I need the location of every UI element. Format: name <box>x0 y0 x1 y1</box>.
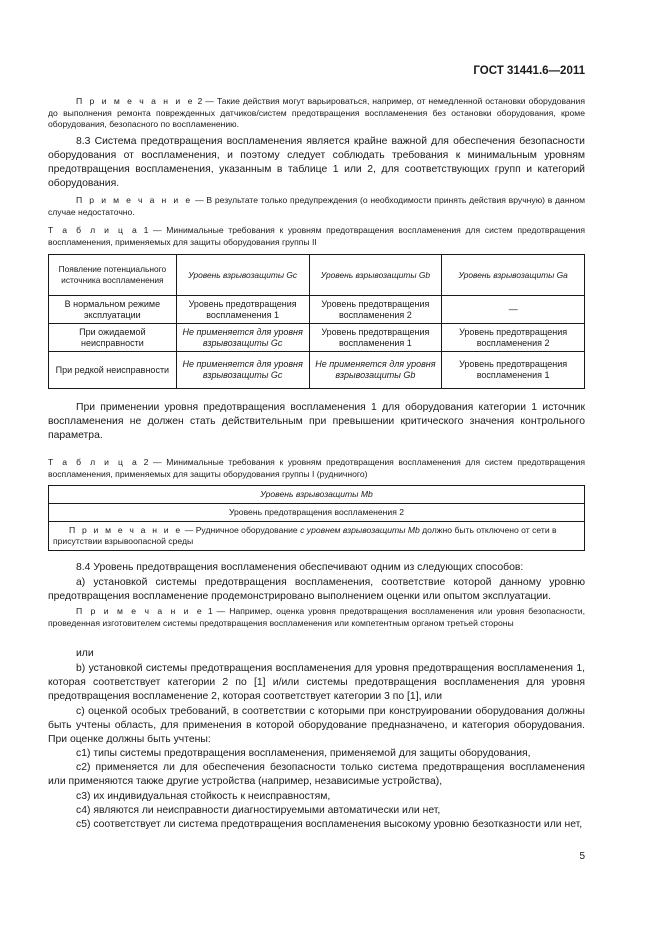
cell: В нормальном режиме эксплуатации <box>49 296 177 324</box>
note-label: П р и м е ч а н и е <box>76 195 193 205</box>
item-c2: с2) применяется ли для обеспечения безопасности только система предотвращения воспламенения или применяются также другие устройства (например, независимые устройства), <box>48 762 585 787</box>
header-cell: Уровень взрывозащиты Gc <box>176 255 309 296</box>
table-2-caption: Т а б л и ц а 2 — Минимальные требования к уровням предотвращения воспламенения для систем предотвращения воспламенения, применяемых для защиты оборудования группы I (рудничного) <box>48 457 585 479</box>
note-2 <box>48 96 585 131</box>
note-warning <box>48 195 585 218</box>
item-c4: с4) являются ли неисправности диагностируемыми автоматически или нет, <box>76 805 441 816</box>
cell: Не применяется для уровня взрывозащиты Gb <box>309 352 442 389</box>
table-row <box>49 522 585 551</box>
page-number: 5 <box>579 851 585 862</box>
cell: Не применяется для уровня взрывозащиты Gc <box>176 324 309 352</box>
cell: Уровень предотвращения воспламенения 1 <box>442 352 585 389</box>
cell: При ожидаемой неисправности <box>49 324 177 352</box>
cell: Уровень предотвращения воспламенения 1 <box>176 296 309 324</box>
cell: Уровень предотвращения воспламенения 2 <box>442 324 585 352</box>
table-header-row <box>49 255 585 296</box>
cell: Не применяется для уровня взрывозащиты Gc <box>176 352 309 389</box>
table-row <box>49 296 585 324</box>
cell: При редкой неисправности <box>49 352 177 389</box>
note-text: 2 — Такие действия могут варьироваться, например, от немедленной остановки оборудования до выполнения ремонта поврежденных датчиков/систем предотвращения воспламенения без остановки оборудования, кроме оборудования, безопасного по воспламенению. <box>48 96 585 129</box>
paragraph-8-4: 8.4 Уровень предотвращения воспламенения обеспечивают одним из следующих способов: <box>76 562 524 573</box>
paragraph-after-table-1: При применении уровня предотвращения воспламенения 1 для оборудования категории 1 источник воспламенения не должен стать действительным при превышении критического значения контрольного параметра. <box>48 402 585 441</box>
header-cell: Появление потенциального источника воспламенения <box>49 255 177 296</box>
header-cell: Уровень взрывозащиты Ga <box>442 255 585 296</box>
cell: Уровень предотвращения воспламенения 2 <box>309 296 442 324</box>
table-1-caption: Т а б л и ц а 1 — Минимальные требования к уровням предотвращения воспламенения для систем предотвращения воспламенения, применяемых для защиты оборудования группы II <box>48 225 585 247</box>
item-b: b) установкой системы предотвращения воспламенения для уровня предотвращения воспламенения 1, которая соответствует категории 2 по [1] и/или системы предотвращения воспламенения для уровня предотвращения воспламенение 2, которая соответствует категории 3 по [1], или <box>48 663 585 702</box>
note-label: П р и м е ч а н и е <box>76 96 195 106</box>
table-row <box>49 352 585 389</box>
cell: — <box>442 296 585 324</box>
note-label: П р и м е ч а н и е <box>76 606 204 616</box>
paragraph-8-3: 8.3 Система предотвращения воспламенения является крайне важной для обеспечения безопасности оборудования от воспламенения, и поэтому следует соблюдать требования к минимальным уровням предотвращения воспламенения, указанным в таблице 1 или 2, для соответствующих групп и категорий оборудования. <box>48 136 585 189</box>
note-1 <box>48 606 585 629</box>
cell: Уровень взрывозащиты Mb <box>49 486 585 504</box>
note-text: — В результате только предупреждения (о необходимости принять действия вручную) в данном случае недостаточно. <box>48 195 586 217</box>
item-c3: с3) их индивидуальная стойкость к неисправностям, <box>76 791 331 802</box>
table-row <box>49 486 585 504</box>
item-c5: с5) соответствует ли система предотвращения воспламенения высокому уровню безотказности или нет, <box>76 819 583 830</box>
table-2-note: П р и м е ч а н и е — Рудничное оборудование с уровнем взрывозащиты Mb должно быть отключено от сети в присутствии взрывоопасной среды <box>49 522 585 551</box>
document-page <box>48 0 585 936</box>
item-a: а) установкой системы предотвращения воспламенения, соответствие которой данному уровню предотвращения воспламенение продемонстрировано выполнением оценки или опытом эксплуатации. <box>48 577 585 602</box>
table-1 <box>48 254 585 389</box>
or-text: или <box>76 648 94 659</box>
header-cell: Уровень взрывозащиты Gb <box>309 255 442 296</box>
table-row <box>49 504 585 522</box>
document-id: ГОСТ 31441.6—2011 <box>473 65 585 77</box>
note-text: 1 — Например, оценка уровня предотвращения воспламенения или уровня безопасности, проведенная изготовителем системы предотвращения воспламенения или компетентным органом третьей стороны <box>48 606 586 628</box>
item-c1: с1) типы системы предотвращения воспламенения, применяемой для защиты оборудования, <box>76 748 531 759</box>
table-2 <box>48 485 585 551</box>
cell: Уровень предотвращения воспламенения 1 <box>309 324 442 352</box>
item-c: с) оценкой особых требований, в соответствии с которыми при конструировании оборудования должны быть учтены область, для применения в которой оборудование предназначено, и категория оборудования. При оценке должны быть учтены: <box>48 706 585 745</box>
table-row <box>49 324 585 352</box>
cell: Уровень предотвращения воспламенения 2 <box>49 504 585 522</box>
